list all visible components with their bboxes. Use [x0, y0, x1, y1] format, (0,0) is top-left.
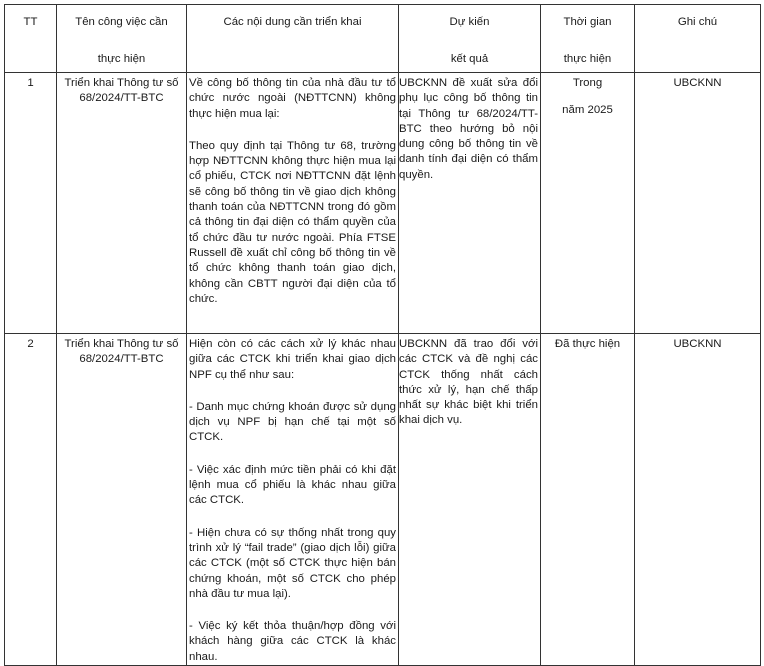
time-text: Trong — [572, 77, 603, 89]
task-name: Triển khai Thông tư số 68/2024/TT-BTC — [57, 334, 187, 666]
task-content — [187, 73, 399, 334]
content-paragraph: Hiện còn có các cách xử lý khác nhau giữa các CTCK khi triển khai giao dịch NPF cụ thể như sau: — [189, 338, 396, 381]
time-text: Đã thực hiện — [554, 338, 621, 350]
header-task: Tên công việc cần thực hiện — [57, 5, 187, 73]
time-cell — [541, 73, 635, 334]
header-note: Ghi chú — [635, 5, 761, 73]
header-row — [5, 5, 761, 73]
table-header — [5, 5, 761, 73]
content-paragraph: - Danh mục chứng khoán được sử dụng dịch vụ NPF bị hạn chế tại một số CTCK. — [189, 400, 396, 444]
content-paragraph: Về công bố thông tin của nhà đầu tư tổ chức nước ngoài (NĐTTCNN) không thực hiện mua lại: — [189, 77, 396, 120]
table-row — [5, 334, 761, 666]
expected-result: UBCKNN đã trao đổi với các CTCK và đề nghị các CTCK thống nhất cách thức xử lý, hạn chế thấp nhất sự khác biệt khi triển khai dịch vụ. — [399, 334, 541, 666]
time-cell — [541, 334, 635, 666]
row-number: 1 — [5, 73, 57, 334]
row-number: 2 — [5, 334, 57, 666]
note-cell: UBCKNN — [635, 73, 761, 334]
content-paragraph: Theo quy định tại Thông tư 68, trường hợp NĐTTCNN không thực hiện mua lại cổ phiếu, CTCK nơi NĐTTCNN đặt lệnh sẽ công bố thông tin về giao dịch không thanh toán của NĐTTCNN trong đó gồm cả thông tin đại diện có thẩm quyền của tổ chức đầu tư nước ngoài. Phía FTSE Russell đề xuất chỉ công bố thông tin về tổ chức không thanh toán giao dịch, không cần CBTT người đại diện của tổ chức. — [189, 139, 396, 305]
task-content — [187, 334, 399, 666]
content-paragraph: - Việc xác định mức tiền phải có khi đặt lệnh mua cổ phiếu là khác nhau giữa các CTCK. — [189, 463, 396, 507]
header-time: Thời gian thực hiện — [541, 5, 635, 73]
content-paragraph: - Hiện chưa có sự thống nhất trong quy trình xử lý “fail trade” (giao dịch lỗi) giữa các CTCK (một số CTCK thực hiện bán chứng khoán, một số CTCK cho phép nhà đầu tư mua lại). — [189, 526, 396, 600]
task-name: Triển khai Thông tư số 68/2024/TT-BTC — [57, 73, 187, 334]
table-row — [5, 73, 761, 334]
content-paragraph: - Việc ký kết thỏa thuận/hợp đồng với khách hàng giữa các CTCK là khác nhau. — [189, 620, 396, 663]
expected-result: UBCKNN đề xuất sửa đổi phụ lục công bố thông tin tại Thông tư 68/2024/TT-BTC theo hướng bỏ nội dung công bố thông tin về danh tính đại diện có thẩm quyền. — [399, 73, 541, 334]
time-text: năm 2025 — [562, 104, 613, 117]
tasks-table — [4, 4, 761, 666]
header-content: Các nội dung cần triển khai — [187, 5, 399, 73]
header-result: Dự kiến kết quả — [399, 5, 541, 73]
header-tt: TT — [5, 5, 57, 73]
note-cell: UBCKNN — [635, 334, 761, 666]
